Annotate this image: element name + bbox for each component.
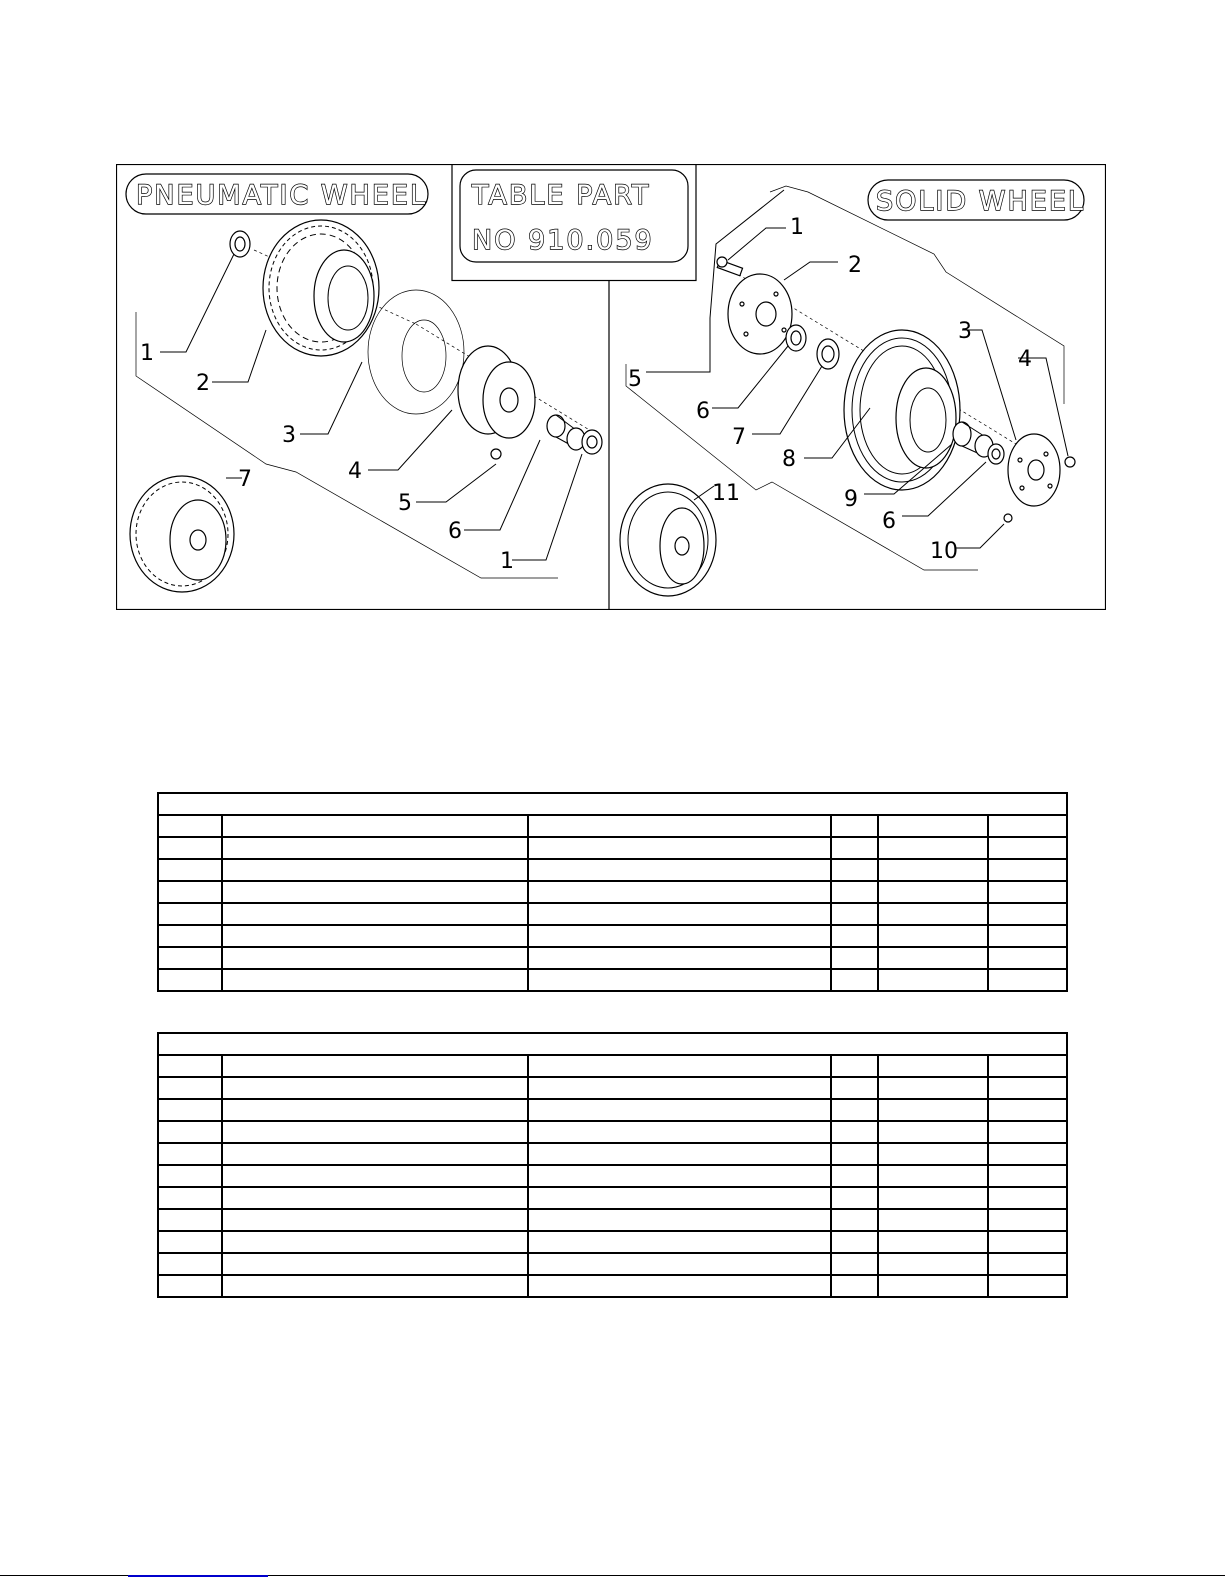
table-cell xyxy=(831,1253,878,1275)
parts-table-pneumatic-body xyxy=(158,793,1067,991)
table-cell xyxy=(878,837,988,859)
table-cell xyxy=(158,1275,222,1297)
solid-callout-3: 3 xyxy=(958,319,972,344)
solid-callout-1: 1 xyxy=(790,215,804,240)
table-cell xyxy=(222,881,528,903)
table-cell xyxy=(158,815,222,837)
solid-part-6-bearing xyxy=(786,325,806,351)
table-cell xyxy=(878,1077,988,1099)
table-cell xyxy=(831,1165,878,1187)
table-cell xyxy=(831,1121,878,1143)
table-cell xyxy=(988,1099,1067,1121)
footer-link[interactable] xyxy=(128,1575,268,1577)
table-row xyxy=(158,1231,1067,1253)
table-part-line2: NO 910.059 xyxy=(472,225,654,256)
table-row xyxy=(158,1055,1067,1077)
table-cell xyxy=(222,1275,528,1297)
table-cell xyxy=(222,815,528,837)
table-row xyxy=(158,837,1067,859)
figure-svg xyxy=(116,164,1106,610)
table-cell xyxy=(831,903,878,925)
table-cell xyxy=(988,1077,1067,1099)
parts-table-pneumatic xyxy=(157,792,1068,992)
table-cell xyxy=(158,947,222,969)
table-cell xyxy=(158,859,222,881)
table-cell xyxy=(878,1253,988,1275)
table-cell xyxy=(831,1231,878,1253)
solid-callout-7: 7 xyxy=(732,425,746,450)
table-cell xyxy=(222,1099,528,1121)
table-cell xyxy=(831,837,878,859)
table-cell xyxy=(158,1055,222,1077)
table-cell xyxy=(528,1121,831,1143)
table-cell xyxy=(528,1099,831,1121)
table-caption-row xyxy=(158,793,1067,815)
solid-part-2-hub-plate xyxy=(728,274,792,354)
pneumatic-title-text: PNEUMATIC WHEEL xyxy=(136,180,428,211)
solid-wheel-title xyxy=(868,180,1085,220)
table-cell xyxy=(222,969,528,991)
table-cell xyxy=(528,947,831,969)
table-cell xyxy=(831,925,878,947)
parts-table-solid xyxy=(157,1032,1068,1298)
pneumatic-wheel-title xyxy=(126,174,428,214)
solid-callout-8: 8 xyxy=(782,447,796,472)
table-cell xyxy=(222,837,528,859)
table-cell xyxy=(988,947,1067,969)
table-cell xyxy=(528,881,831,903)
solid-callout-2: 2 xyxy=(848,253,862,278)
table-cell xyxy=(158,1143,222,1165)
table-row xyxy=(158,969,1067,991)
table-row xyxy=(158,1165,1067,1187)
table-cell xyxy=(988,1187,1067,1209)
table-cell xyxy=(878,1121,988,1143)
solid-part-10-nipple xyxy=(1004,514,1012,522)
table-caption-row xyxy=(158,1033,1067,1055)
table-cell xyxy=(878,1275,988,1297)
table-cell xyxy=(831,1077,878,1099)
solid-part-7-bearing xyxy=(817,339,839,369)
table-cell xyxy=(988,859,1067,881)
table-cell xyxy=(158,881,222,903)
solid-callout-10: 10 xyxy=(930,539,958,564)
table-cell xyxy=(528,1077,831,1099)
table-cell xyxy=(831,1275,878,1297)
table-cell xyxy=(831,815,878,837)
pneumatic-callout-6: 6 xyxy=(448,519,462,544)
table-cell xyxy=(878,815,988,837)
table-cell xyxy=(878,1209,988,1231)
table-row xyxy=(158,815,1067,837)
solid-callout-4: 4 xyxy=(1018,347,1032,372)
table-cell xyxy=(878,1165,988,1187)
table-cell xyxy=(528,925,831,947)
table-cell xyxy=(878,1055,988,1077)
table-cell xyxy=(988,837,1067,859)
table-row xyxy=(158,1253,1067,1275)
table-cell xyxy=(222,1143,528,1165)
solid-part-11-assembled xyxy=(620,484,716,596)
table-cell xyxy=(222,1055,528,1077)
table-cell xyxy=(988,1275,1067,1297)
solid-part-3-hub-plate xyxy=(1008,434,1060,506)
table-cell xyxy=(988,1231,1067,1253)
table-cell xyxy=(528,903,831,925)
pneumatic-callout-2: 2 xyxy=(196,371,210,396)
table-cell xyxy=(528,1055,831,1077)
pneumatic-part-1b-nut xyxy=(582,430,602,454)
table-cell xyxy=(158,1165,222,1187)
table-cell xyxy=(878,947,988,969)
table-cell xyxy=(831,1099,878,1121)
table-row xyxy=(158,1143,1067,1165)
table-cell xyxy=(831,1209,878,1231)
table-cell xyxy=(988,1253,1067,1275)
solid-part-6b-bearing xyxy=(988,444,1004,464)
pneumatic-callout-3: 3 xyxy=(282,423,296,448)
solid-title-text: SOLID WHEEL xyxy=(876,186,1085,217)
table-cell xyxy=(988,1143,1067,1165)
table-caption-cell xyxy=(158,793,1067,815)
table-row xyxy=(158,1275,1067,1297)
table-caption-cell xyxy=(158,1033,1067,1055)
solid-part-8-tire xyxy=(844,330,960,490)
pneumatic-part-2-tire xyxy=(263,220,379,356)
solid-callout-9: 9 xyxy=(844,487,858,512)
table-cell xyxy=(222,947,528,969)
table-cell xyxy=(158,1121,222,1143)
table-cell xyxy=(988,881,1067,903)
table-cell xyxy=(878,859,988,881)
table-cell xyxy=(528,1275,831,1297)
table-cell xyxy=(988,1055,1067,1077)
table-row xyxy=(158,1121,1067,1143)
table-cell xyxy=(158,925,222,947)
table-row xyxy=(158,859,1067,881)
table-cell xyxy=(222,903,528,925)
table-cell xyxy=(831,1055,878,1077)
table-cell xyxy=(528,969,831,991)
pneumatic-part-7-assembled xyxy=(130,476,234,592)
table-part-box xyxy=(452,165,696,281)
table-cell xyxy=(222,1165,528,1187)
table-cell xyxy=(528,1165,831,1187)
table-row xyxy=(158,881,1067,903)
table-row xyxy=(158,1187,1067,1209)
table-cell xyxy=(878,1187,988,1209)
table-cell xyxy=(988,1209,1067,1231)
table-cell xyxy=(528,859,831,881)
table-cell xyxy=(831,969,878,991)
table-cell xyxy=(158,969,222,991)
table-cell xyxy=(158,1099,222,1121)
table-cell xyxy=(528,1231,831,1253)
solid-part-4-nut xyxy=(1065,457,1075,467)
table-cell xyxy=(158,903,222,925)
table-cell xyxy=(831,947,878,969)
table-cell xyxy=(528,1209,831,1231)
table-cell xyxy=(878,925,988,947)
table-cell xyxy=(222,1231,528,1253)
pneumatic-callout-5: 5 xyxy=(398,491,412,516)
pneumatic-callout-4: 4 xyxy=(348,459,362,484)
table-cell xyxy=(222,859,528,881)
pneumatic-part-5-valve xyxy=(491,449,501,459)
pneumatic-callout-1: 1 xyxy=(140,341,154,366)
table-cell xyxy=(158,1209,222,1231)
table-cell xyxy=(158,1231,222,1253)
table-cell xyxy=(222,1209,528,1231)
table-cell xyxy=(988,969,1067,991)
table-cell xyxy=(158,1187,222,1209)
pneumatic-part-1-nut xyxy=(230,231,250,257)
table-cell xyxy=(878,881,988,903)
table-cell xyxy=(878,1099,988,1121)
pneumatic-callout-7: 7 xyxy=(238,467,252,492)
table-cell xyxy=(878,969,988,991)
table-cell xyxy=(988,925,1067,947)
solid-callout-11: 11 xyxy=(712,481,740,506)
solid-callout-6b: 6 xyxy=(882,509,896,534)
table-cell xyxy=(831,881,878,903)
table-row xyxy=(158,1099,1067,1121)
table-cell xyxy=(528,1253,831,1275)
solid-callout-5: 5 xyxy=(628,367,642,392)
table-cell xyxy=(222,1187,528,1209)
table-cell xyxy=(988,815,1067,837)
parts-table-solid-body xyxy=(158,1033,1067,1297)
table-row xyxy=(158,925,1067,947)
table-cell xyxy=(988,1121,1067,1143)
table-cell xyxy=(878,1231,988,1253)
table-cell xyxy=(988,1165,1067,1187)
table-row xyxy=(158,947,1067,969)
exploded-parts-figure xyxy=(116,164,1106,610)
table-cell xyxy=(831,1187,878,1209)
table-row xyxy=(158,1077,1067,1099)
solid-callout-6: 6 xyxy=(696,399,710,424)
table-cell xyxy=(222,1077,528,1099)
table-cell xyxy=(878,1143,988,1165)
table-cell xyxy=(831,859,878,881)
table-cell xyxy=(988,903,1067,925)
table-cell xyxy=(528,1187,831,1209)
table-cell xyxy=(158,1253,222,1275)
table-part-line1: TABLE PART xyxy=(472,180,651,211)
table-cell xyxy=(528,837,831,859)
table-cell xyxy=(878,903,988,925)
table-cell xyxy=(222,925,528,947)
table-row xyxy=(158,903,1067,925)
table-cell xyxy=(222,1121,528,1143)
table-cell xyxy=(158,1077,222,1099)
table-cell xyxy=(158,837,222,859)
pneumatic-callout-1b: 1 xyxy=(500,549,514,574)
table-cell xyxy=(528,815,831,837)
table-cell xyxy=(222,1253,528,1275)
table-cell xyxy=(528,1143,831,1165)
table-row xyxy=(158,1209,1067,1231)
table-cell xyxy=(831,1143,878,1165)
